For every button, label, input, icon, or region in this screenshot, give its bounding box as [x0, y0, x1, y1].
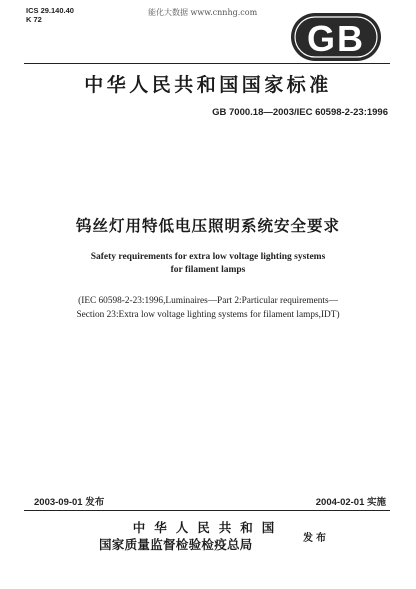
issue-date: 2003-09-01 发布	[34, 497, 105, 508]
title-en-line1: Safety requirements for extra low voltage lighting systems	[90, 252, 326, 262]
publisher-action: 发布	[303, 533, 329, 544]
implementation-date: 2004-02-01 实施	[315, 497, 386, 508]
iec-line1: (IEC 60598-2-23:1996,Luminaires—Part 2:Particular requirements—	[78, 296, 338, 306]
footer-divider	[24, 510, 390, 511]
header-divider	[24, 63, 390, 64]
publisher-line1: 中华人民共和国	[132, 520, 284, 535]
title-en-line2: for filament lamps	[170, 265, 246, 275]
publisher-line2: 国家质量监督检验检疫总局	[99, 537, 253, 552]
iec-line2: Section 23:Extra low voltage lighting systems for filament lamps,IDT)	[76, 310, 340, 320]
standard-category-title: 中华人民共和国国家标准	[84, 74, 332, 96]
ccs-code: K 72	[26, 15, 42, 24]
classification-codes	[26, 6, 74, 24]
document-title-zh: 钨丝灯用特低电压照明系统安全要求	[75, 217, 340, 235]
document-title-en	[0, 251, 416, 277]
iec-reference	[0, 294, 416, 322]
watermark-text: 能化大数据 www.cnnhg.com	[148, 8, 258, 17]
ics-code: ICS 29.140.40	[26, 6, 74, 15]
logo-text: GB	[307, 18, 365, 59]
gb-logo	[290, 12, 382, 62]
standard-number: GB 7000.18—2003/IEC 60598-2-23:1996	[212, 107, 388, 118]
